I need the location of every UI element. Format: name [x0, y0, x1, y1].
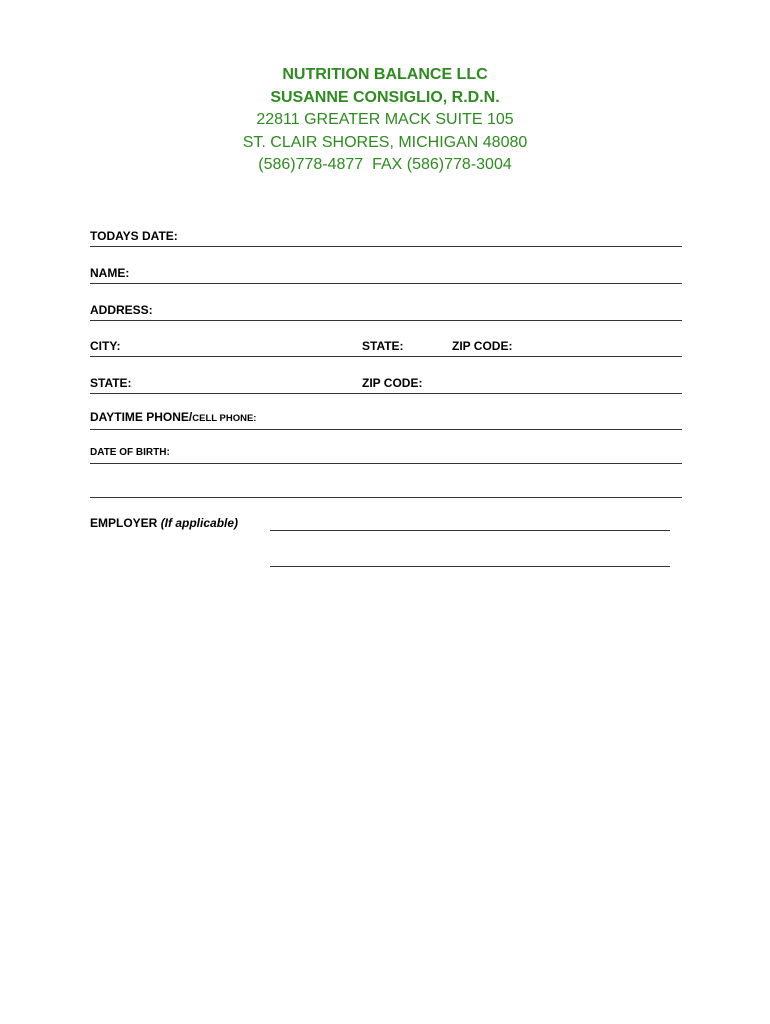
- employer-label-text: EMPLOYER: [90, 516, 161, 530]
- practitioner-name: SUSANNE CONSIGLIO, R.D.N.: [270, 88, 500, 106]
- city-state-zip: ST. CLAIR SHORES, MICHIGAN 48080: [242, 133, 528, 151]
- state-label-2: STATE:: [90, 376, 132, 390]
- employer-label: [90, 516, 238, 530]
- address-field[interactable]: [90, 304, 682, 321]
- state-label: STATE:: [362, 339, 404, 353]
- name-field[interactable]: [90, 267, 682, 284]
- todays-date-label: TODAYS DATE:: [90, 229, 178, 243]
- address-label: ADDRESS:: [90, 303, 153, 317]
- date-of-birth-field[interactable]: [90, 447, 682, 464]
- blank-line[interactable]: [90, 481, 682, 498]
- phone-label: [90, 410, 256, 426]
- employer-line-2[interactable]: [270, 566, 670, 567]
- zip-code-label-2: ZIP CODE:: [362, 376, 423, 390]
- letterhead: [0, 64, 770, 177]
- employer-note: (If applicable): [160, 516, 239, 530]
- todays-date-field[interactable]: [90, 230, 682, 247]
- phone-field[interactable]: [90, 410, 682, 430]
- state-zip-field[interactable]: [90, 377, 682, 394]
- date-of-birth-label: DATE OF BIRTH:: [90, 447, 170, 458]
- zip-code-label: ZIP CODE:: [452, 339, 513, 353]
- street-address: 22811 GREATER MACK SUITE 105: [256, 111, 514, 128]
- name-label: NAME:: [90, 266, 130, 280]
- daytime-phone-label: DAYTIME PHONE/: [90, 410, 193, 424]
- cell-phone-label: CELL PHONE:: [192, 413, 257, 424]
- company-name: NUTRITION BALANCE LLC: [282, 66, 488, 83]
- phone-fax: (586)778-4877 FAX (586)778-3004: [258, 156, 512, 173]
- employer-line-1[interactable]: [270, 530, 670, 531]
- city-state-zip-field[interactable]: [90, 340, 682, 357]
- city-label: CITY:: [90, 339, 121, 353]
